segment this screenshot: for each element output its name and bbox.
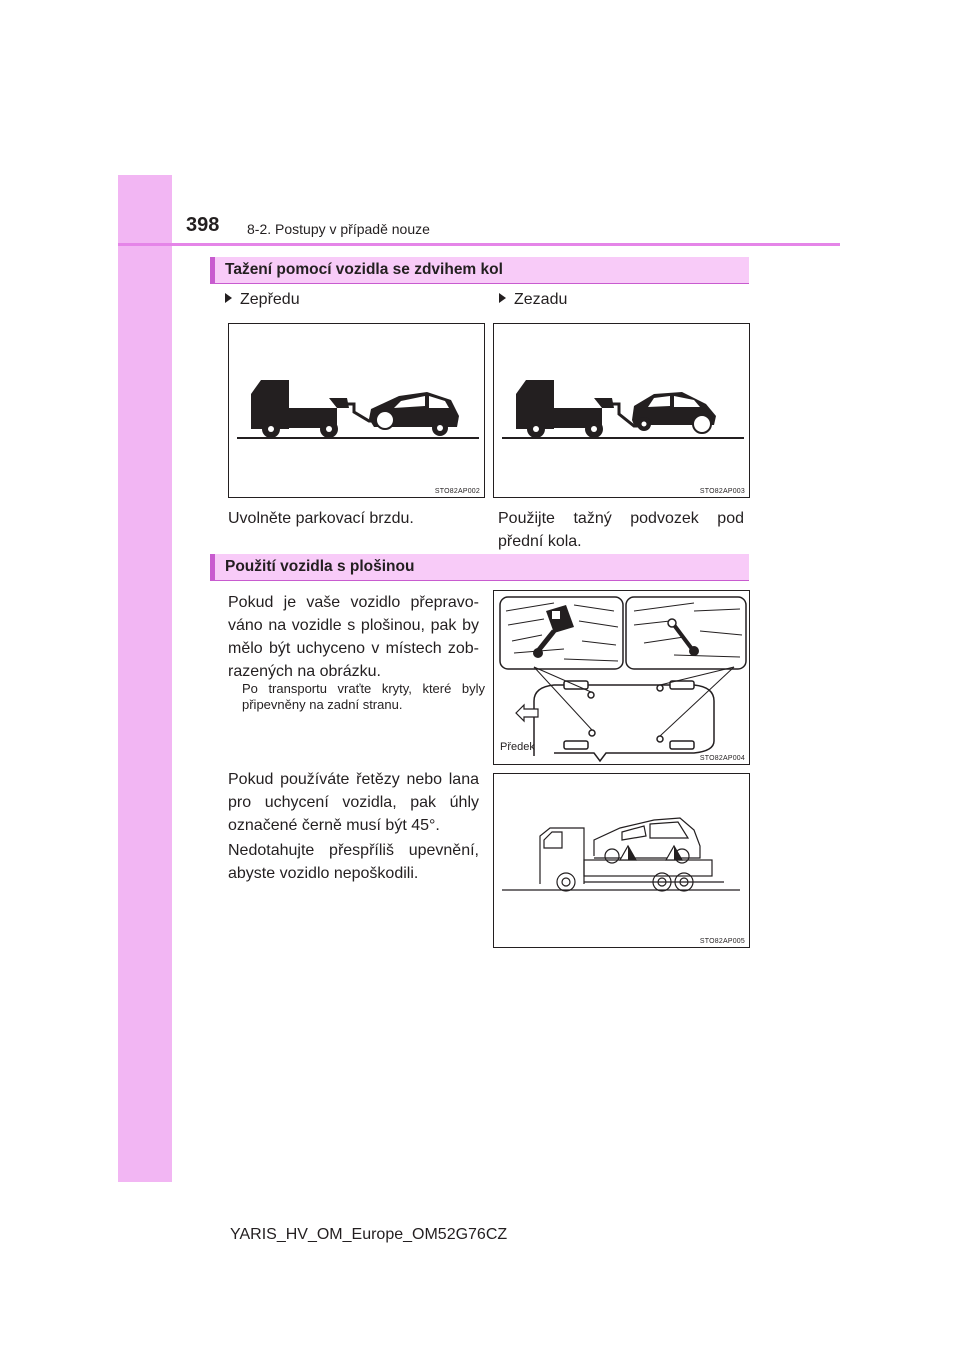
tie-down-points-illustration xyxy=(494,591,751,766)
note-covers xyxy=(242,681,485,713)
section-title: Použití vozidla s plošinou xyxy=(225,558,415,575)
chapter-sidebar-tab xyxy=(118,175,172,1182)
text-line: Pokud používáte řetězy nebo lana xyxy=(228,771,479,788)
bullet-rear xyxy=(499,291,567,309)
text-line: Po transportu vraťte kryty, které byly xyxy=(242,681,485,696)
section-title: Tažení pomocí vozidla se zdvihem kol xyxy=(225,261,503,278)
text-line: váno na vozidle s plošinou, pak by xyxy=(228,617,479,634)
text-line: označené černě musí být 45°. xyxy=(228,817,440,834)
caption-front: Uvolněte parkovací brzdu. xyxy=(228,510,414,527)
tow-truck-rear-illustration xyxy=(494,324,751,499)
text-line: abyste vozidlo nepoškodili. xyxy=(228,865,419,882)
triangle-bullet-icon xyxy=(225,293,232,303)
paragraph-overtighten xyxy=(228,839,479,885)
text-line: Pokud je vaše vozidlo přepravo- xyxy=(228,594,479,611)
figure-code: STO82AP005 xyxy=(699,938,745,945)
figure-code: STO82AP004 xyxy=(699,755,745,762)
header-rule xyxy=(118,243,840,246)
bullet-front xyxy=(225,291,300,309)
text-line: mělo být uchyceno v místech zob- xyxy=(228,640,479,657)
text-line: pro uchycení vozidla, pak úhly xyxy=(228,794,479,811)
section-heading-wheel-lift xyxy=(210,257,749,284)
figure-tie-down-points xyxy=(493,590,750,765)
section-heading-flatbed xyxy=(210,554,749,581)
triangle-bullet-icon xyxy=(499,293,506,303)
figure-tow-rear xyxy=(493,323,750,498)
bullet-label: Zepředu xyxy=(240,291,300,308)
figure-code: STO82AP003 xyxy=(699,488,745,495)
page-number: 398 xyxy=(186,214,220,236)
text-line: připevněny na zadní stranu. xyxy=(242,697,403,712)
figure-code: STO82AP002 xyxy=(434,488,480,495)
footer-document-id: YARIS_HV_OM_Europe_OM52G76CZ xyxy=(230,1226,508,1243)
chapter-title: 8-2. Postupy v případě nouze xyxy=(247,221,430,237)
figure-flatbed xyxy=(493,773,750,948)
flatbed-truck-illustration xyxy=(494,774,751,949)
caption-rear-line1: Použijte tažný podvozek pod xyxy=(498,510,744,527)
front-label: Předek xyxy=(500,741,535,753)
text-line: razených na obrázku. xyxy=(228,663,381,680)
tow-truck-front-illustration xyxy=(229,324,486,499)
text-line: Nedotahujte přespříliš upevnění, xyxy=(228,842,479,859)
figure-tow-front xyxy=(228,323,485,498)
paragraph-chains xyxy=(228,768,479,837)
paragraph-flatbed-intro xyxy=(228,591,479,683)
bullet-label: Zezadu xyxy=(514,291,568,308)
caption-rear-line2: přední kola. xyxy=(498,533,582,550)
